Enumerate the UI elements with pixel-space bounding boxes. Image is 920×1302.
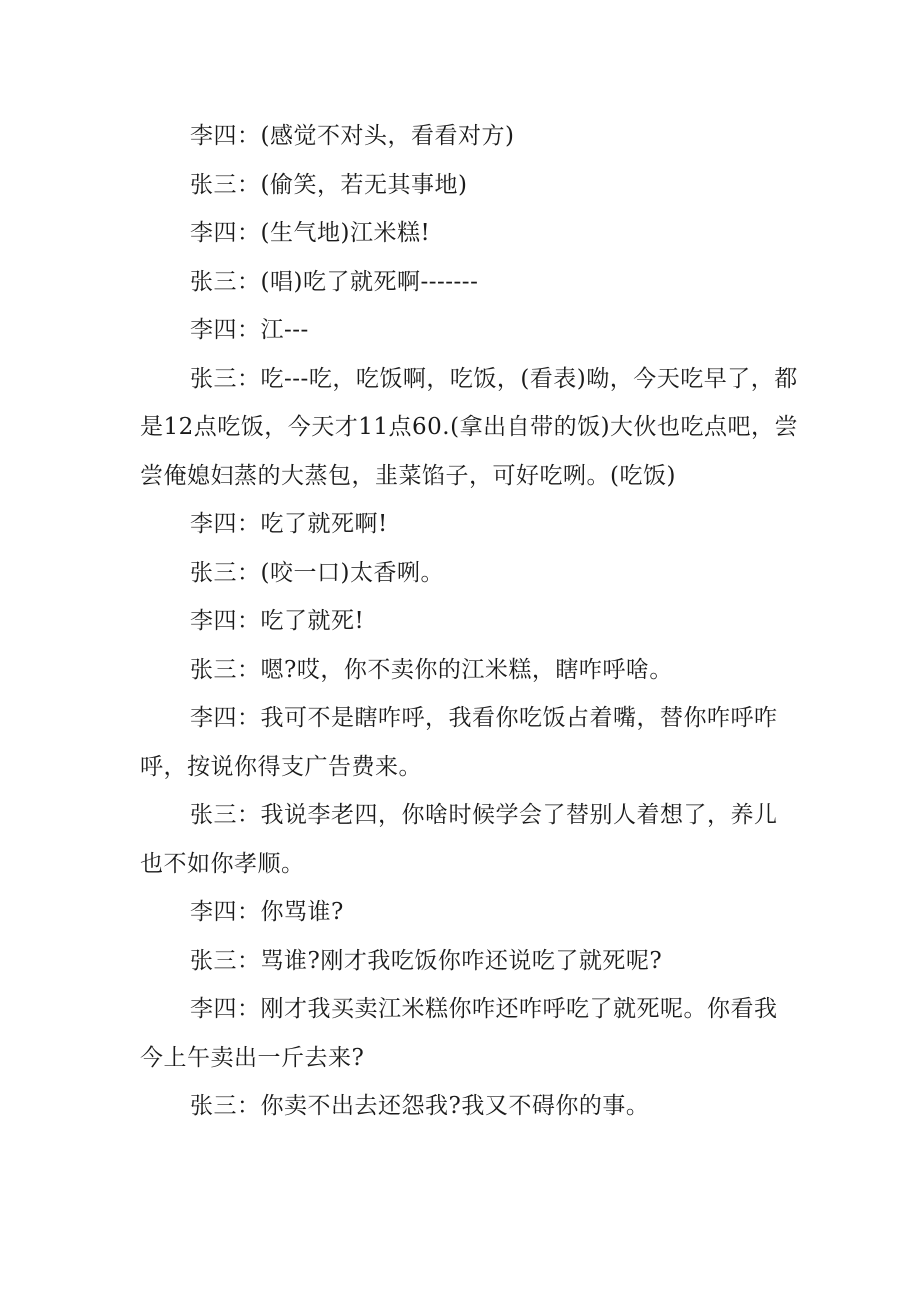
paragraph-4: 张三：(唱)吃了就死啊------- [190, 268, 479, 295]
document-body [140, 112, 800, 1131]
paragraph-15: 李四：刚才我买卖江米糕你咋还咋呼吃了就死呢。你看我今上午卖出一斤去来? [140, 996, 778, 1071]
paragraph-11: 李四：我可不是瞎咋呼，我看你吃饭占着嘴，替你咋呼咋呼，按说你得支广告费来。 [140, 705, 778, 780]
paragraph-1: 李四：(感觉不对头，看看对方) [190, 123, 515, 149]
paragraph-10: 张三：嗯?哎，你不卖你的江米糕，瞎咋呼啥。 [190, 656, 673, 683]
paragraph-14: 张三：骂谁?刚才我吃饭你咋还说吃了就死呢? [190, 947, 663, 974]
paragraph-13: 李四：你骂谁? [190, 899, 344, 925]
paragraph-2: 张三：(偷笑，若无其事地) [190, 171, 468, 198]
paragraph-7: 李四：吃了就死啊! [190, 511, 388, 537]
paragraph-3: 李四：(生气地)江米糕! [190, 220, 431, 246]
paragraph-6: 张三：吃---吃，吃饭啊，吃饭，(看表)呦，今天吃早了，都是12点吃饭，今天才11点60.(拿出自带的饭)大伙也吃点吧，尝尝俺媳妇蒸的大蒸包，韭菜馅子，可好吃咧。(吃饭) [140, 365, 799, 489]
paragraph-12: 张三：我说李老四，你啥时候学会了替别人着想了，养儿也不如你孝顺。 [140, 802, 778, 877]
paragraph-5: 李四：江--- [190, 317, 309, 343]
paragraph-8: 张三：(咬一口)太香咧。 [190, 559, 444, 586]
paragraph-16: 张三：你卖不出去还怨我?我又不碍你的事。 [190, 1093, 650, 1119]
paragraph-9: 李四：吃了就死! [190, 608, 365, 634]
